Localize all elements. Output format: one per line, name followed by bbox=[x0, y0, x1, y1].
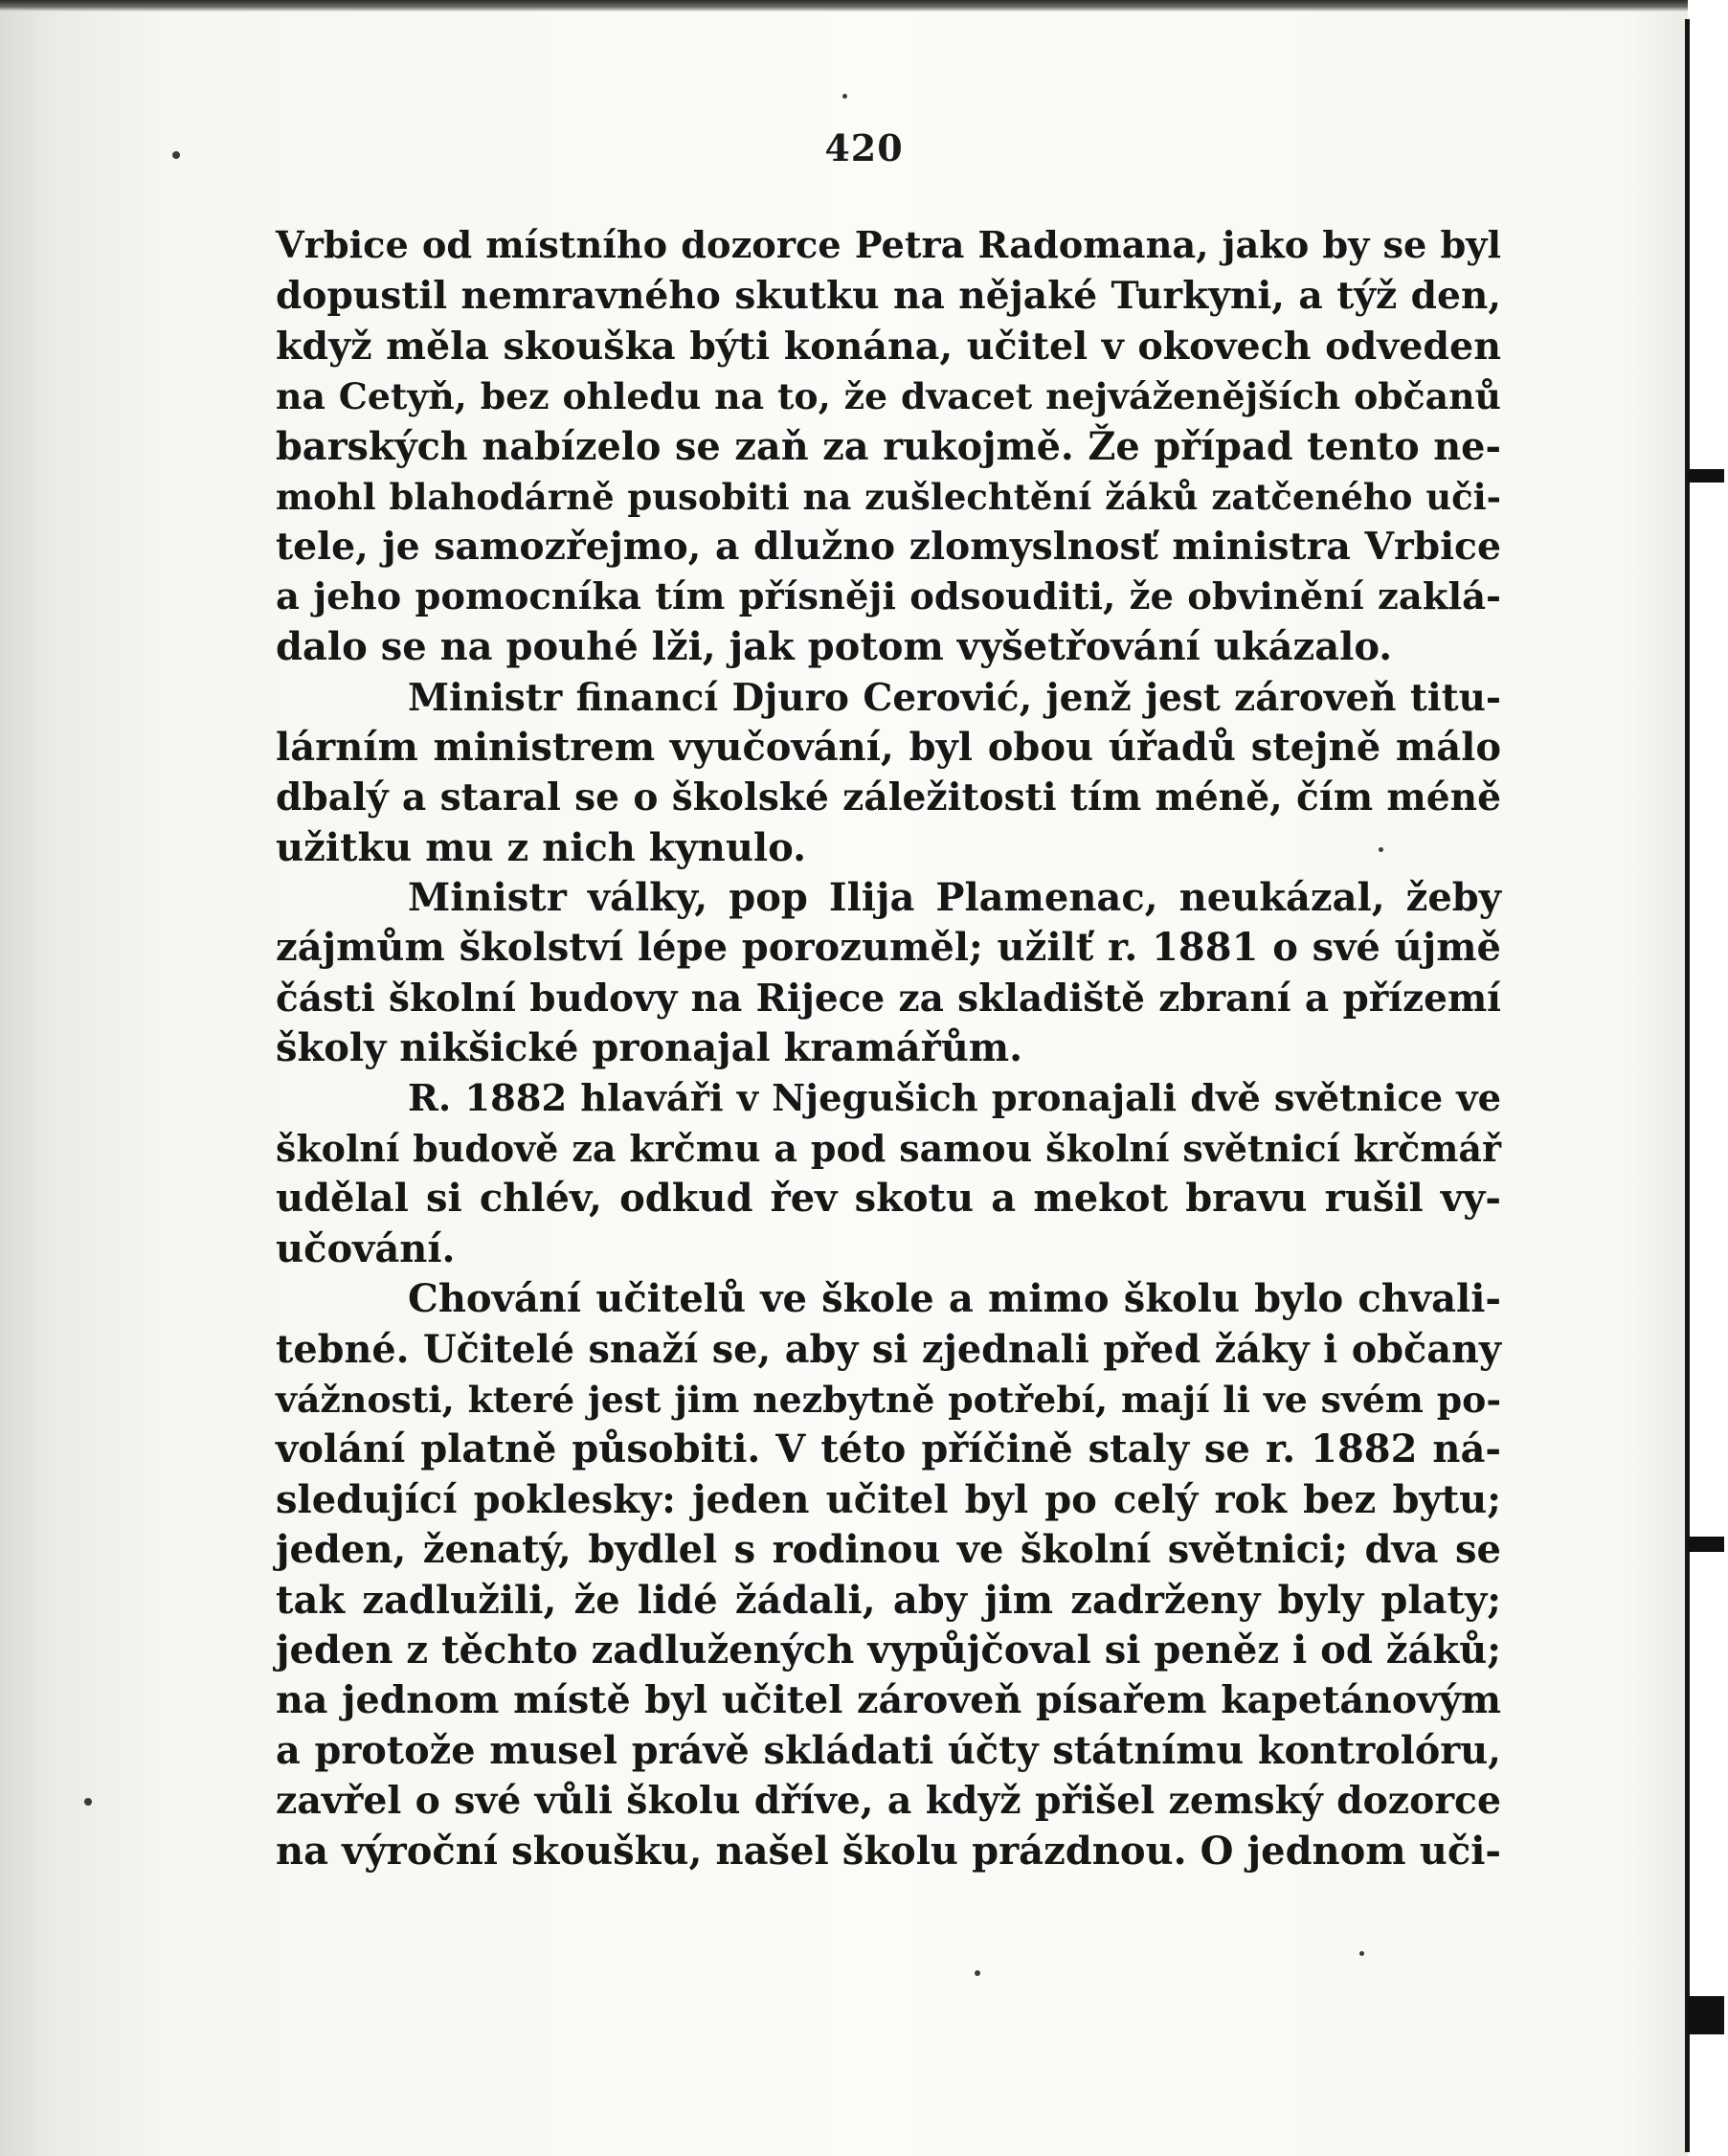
right-margin bbox=[1688, 0, 1728, 2156]
text-line: sledující poklesky: jeden učitel byl po celý rok bez bytu; bbox=[276, 1476, 1501, 1522]
text-line: dopustil nemravného skutku na nějaké Turkyni, a týž den, bbox=[276, 274, 1501, 319]
text-line: jeden, ženatý, bydlel s rodinou ve školní světnici; dva se bbox=[276, 1527, 1501, 1573]
text-line: udělal si chlév, odkud řev skotu a mekot bravu rušil vy- bbox=[276, 1176, 1501, 1222]
text-line: učování. bbox=[276, 1225, 456, 1271]
text-line: Ministr financí Djuro Cerović, jenž jest zároveň titu- bbox=[408, 675, 1501, 720]
dust-speck bbox=[84, 1798, 92, 1806]
text-line: R. 1882 hlaváři v Njegušich pronajali dvě světnice ve bbox=[408, 1076, 1501, 1120]
text-line: části školní budovy na Rijece za skladiště zbraní a přízemí bbox=[276, 976, 1501, 1021]
border-notch bbox=[1688, 1537, 1724, 1552]
text-line: školní budově za krčmu a pod samou školní světnicí krčmář bbox=[276, 1127, 1501, 1171]
text-line: dbalý a staral se o školské záležitosti tím méně, čím méně bbox=[276, 775, 1501, 820]
text-line: dalo se na pouhé lži, jak potom vyšetřování ukázalo. bbox=[276, 624, 1393, 670]
dust-speck bbox=[975, 1970, 980, 1976]
text-line: Ministr války, pop Ilija Plamenac, neukázal, žeby bbox=[408, 875, 1501, 921]
page-number: 420 bbox=[824, 126, 904, 169]
text-line: tele, je samozřejmo, a dlužno zlomyslnosť ministra Vrbice bbox=[276, 525, 1501, 570]
text-line: mohl blahodárně pusobiti na zušlechtění žáků zatčeného uči- bbox=[276, 475, 1501, 518]
text-line: školy nikšické pronajal kramářům. bbox=[276, 1025, 1023, 1071]
text-line: jeden z těchto zadlužených vypůjčoval si peněz i od žáků; bbox=[276, 1627, 1501, 1673]
right-border-line bbox=[1685, 19, 1690, 2152]
text-line: zavřel o své vůli školu dříve, a když přišel zemský dozorce bbox=[276, 1779, 1501, 1824]
text-line: na Cetyň, bez ohledu na to, že dvacet nejváženějších občanů bbox=[276, 375, 1501, 418]
text-line: lárním ministrem vyučování, byl obou úřadů stejně málo bbox=[276, 724, 1501, 770]
dust-speck bbox=[1359, 1951, 1364, 1956]
top-scan-edge bbox=[0, 0, 1728, 11]
text-line: když měla skouška býti konána, učitel v okovech odveden bbox=[276, 324, 1501, 369]
text-line: a protože musel právě skládati účty státnímu kontrolóru, bbox=[276, 1728, 1501, 1773]
border-notch bbox=[1688, 1996, 1724, 2034]
border-notch bbox=[1688, 469, 1724, 483]
text-line: užitku mu z nich kynulo. bbox=[276, 824, 807, 870]
text-line: volání platně působiti. V této příčině staly se r. 1882 ná- bbox=[276, 1426, 1501, 1472]
text-line: na výroční skoušku, našel školu prázdnou. O jednom uči- bbox=[276, 1828, 1501, 1874]
text-line: barských nabízelo se zaň za rukojmě. Že případ tento ne- bbox=[276, 424, 1501, 469]
text-line: zájmům školství lépe porozuměl; užilť r. 1881 o své újmě bbox=[276, 925, 1501, 971]
text-line: tak zadlužili, že lidé žádali, aby jim zadrženy byly platy; bbox=[276, 1577, 1501, 1623]
dust-speck bbox=[842, 94, 847, 99]
text-line: a jeho pomocníka tím přísněji odsouditi, že obvinění zaklá- bbox=[276, 574, 1501, 618]
text-line: vážnosti, které jest jim nezbytně potřebí, mají li ve svém po- bbox=[276, 1378, 1501, 1421]
text-line: tebné. Učitelé snaží se, aby si zjednali před žáky i občany bbox=[276, 1327, 1501, 1372]
text-line: Vrbice od místního dozorce Petra Radomana, jako by se byl bbox=[276, 224, 1501, 267]
body-text bbox=[276, 221, 1501, 1876]
text-line: Chování učitelů ve škole a mimo školu bylo chvali- bbox=[408, 1276, 1501, 1322]
text-line: na jednom místě byl učitel zároveň písařem kapetánovým bbox=[276, 1678, 1501, 1723]
